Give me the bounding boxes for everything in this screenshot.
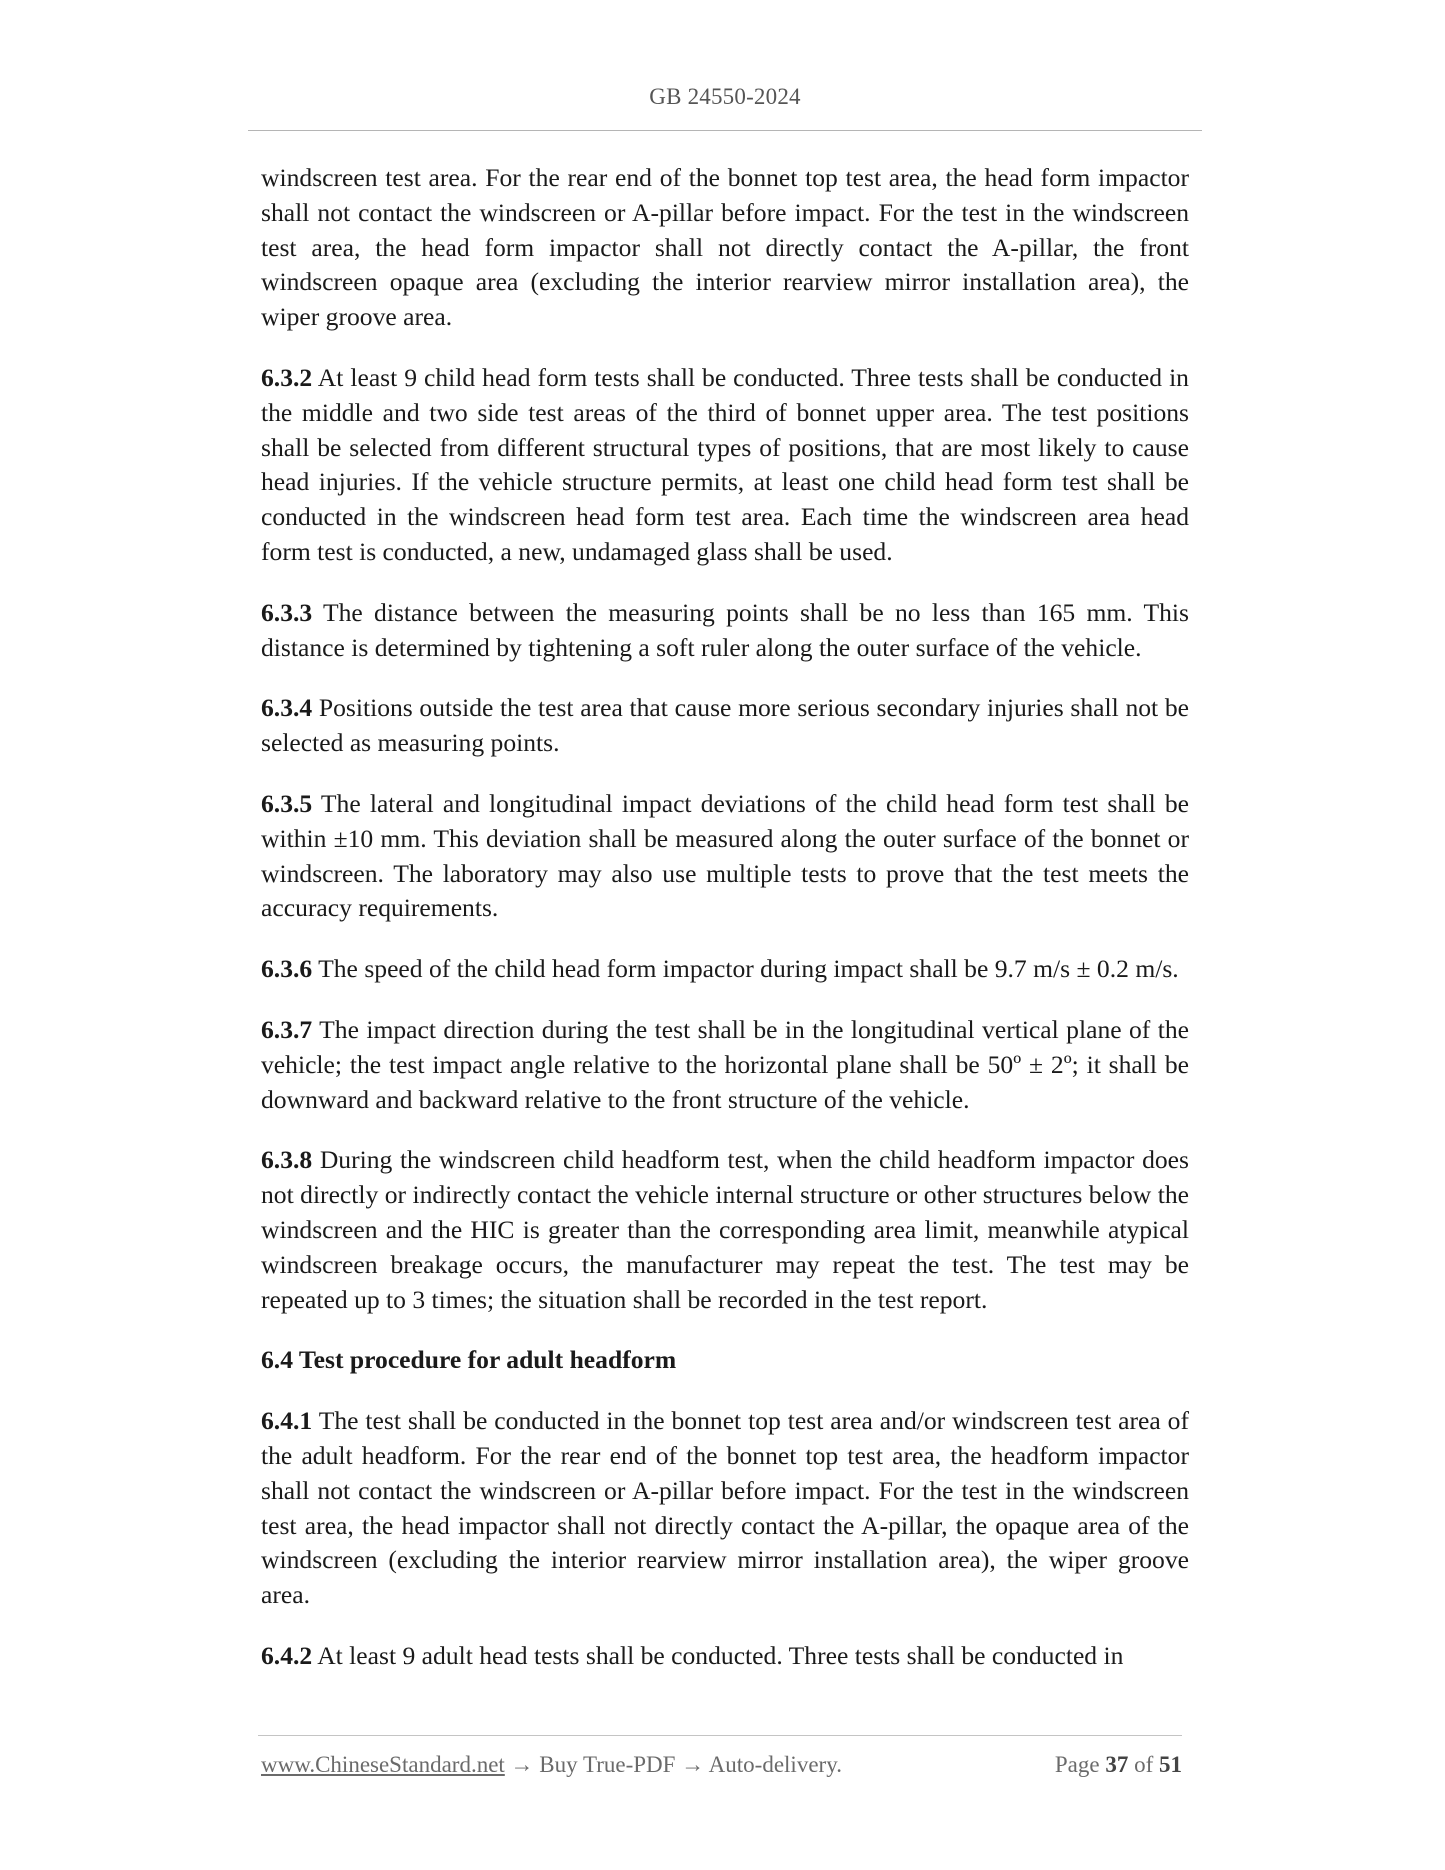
total-pages: 51 [1159,1752,1182,1777]
buy-pdf-text: Buy True-PDF [539,1752,676,1777]
clause-6-4-2 [261,1639,1189,1674]
clause-number: 6.3.5 [261,788,313,818]
clause-text: Positions outside the test area that cause more serious secondary injuries shall not be selected as measuring points. [261,693,1189,758]
clause-text: The distance between the measuring points shall be no less than 165 mm. This distance is determined by tightening a soft ruler along the outer surface of the vehicle. [261,597,1190,662]
clause-6-3-4 [261,691,1189,761]
clause-6-3-2 [261,361,1189,570]
paragraph-continued [261,161,1189,335]
clause-number: 6.3.4 [261,693,313,723]
clause-text: During the windscreen child headform test, when the child headform impactor does not directly or indirectly contact the vehicle internal structure or other structures below the windscreen and the HIC is greater than the corresponding area limit, meanwhile atypical windscreen breakage occurs, the manufacturer may repeat the test. The test may be repeated up to 3 times; the situation shall be recorded in the test report. [261,1145,1189,1314]
arrow-right-icon: → [681,1752,705,1777]
clause-number: 6.4.1 [261,1406,313,1436]
auto-delivery-text: Auto-delivery. [708,1752,842,1777]
clause-6-4-1 [261,1404,1189,1613]
arrow-right-icon: → [510,1752,534,1777]
clause-6-3-6 [261,952,1189,987]
page-of-label: of [1134,1752,1154,1777]
clause-6-3-3 [261,596,1189,666]
section-heading-6-4: 6.4 Test procedure for adult headform [261,1345,677,1375]
clause-number: 6.3.6 [261,954,313,984]
clause-number: 6.3.3 [261,597,313,627]
clause-text: The lateral and longitudinal impact deviations of the child head form test shall be within ±10 mm. This deviation shall be measured along the outer surface of the bonnet or windscreen. The laboratory may also use multiple tests to prove that the test meets the accuracy requirements. [261,788,1190,923]
page-header [248,84,1202,110]
clause-6-3-8 [261,1143,1189,1317]
footer-divider [258,1735,1182,1736]
clause-text: The test shall be conducted in the bonnet top test area and/or windscreen test area of the adult headform. For the rear end of the bonnet top test area, the headform impactor shall not contact the windscreen or A-pillar before impact. For the test in the windscreen test area, the head impactor shall not directly contact the A-pillar, the opaque area of the windscreen (excluding the interior rearview mirror installation area), the wiper groove area. [261,1406,1190,1610]
clause-6-3-5 [261,787,1189,926]
page-number [1055,1752,1182,1778]
document-id: GB 24550-2024 [649,84,801,109]
footer-promo [261,1752,842,1778]
website-link[interactable]: www.ChineseStandard.net [261,1752,505,1777]
clause-text: The speed of the child head form impactor during impact shall be 9.7 m/s ± 0.2 m/s. [318,954,1179,984]
clause-text: At least 9 adult head tests shall be conducted. Three tests shall be conducted in [317,1640,1124,1670]
clause-number: 6.3.2 [261,362,313,392]
document-body [261,161,1189,1700]
clause-number: 6.3.7 [261,1014,313,1044]
clause-6-3-7 [261,1013,1189,1117]
paragraph-text: windscreen test area. For the rear end of the bonnet top test area, the head form impactor shall not contact the windscreen or A-pillar before impact. For the test in the windscreen test area, the head form impactor shall not directly contact the A-pillar, the front windscreen opaque area (excluding the interior rearview mirror installation area), the wiper groove area. [261,163,1189,332]
page-label: Page [1054,1752,1100,1777]
clause-number: 6.3.8 [261,1145,313,1175]
clause-number: 6.4.2 [261,1640,313,1670]
clause-text: At least 9 child head form tests shall be conducted. Three tests shall be conducted in the middle and two side test areas of the third of bonnet upper area. The test positions shall be selected from different structural types of positions, that are most likely to cause head injuries. If the vehicle structure permits, at least one child head form test shall be conducted in the windscreen head form test area. Each time the windscreen area head form test is conducted, a new, undamaged glass shall be used. [261,362,1189,566]
header-divider [248,130,1202,131]
current-page: 37 [1105,1752,1129,1777]
clause-text: The impact direction during the test shall be in the longitudinal vertical plane of the vehicle; the test impact angle relative to the horizontal plane shall be 50º ± 2º; it shall be downward and backward relative to the front structure of the vehicle. [261,1014,1190,1114]
